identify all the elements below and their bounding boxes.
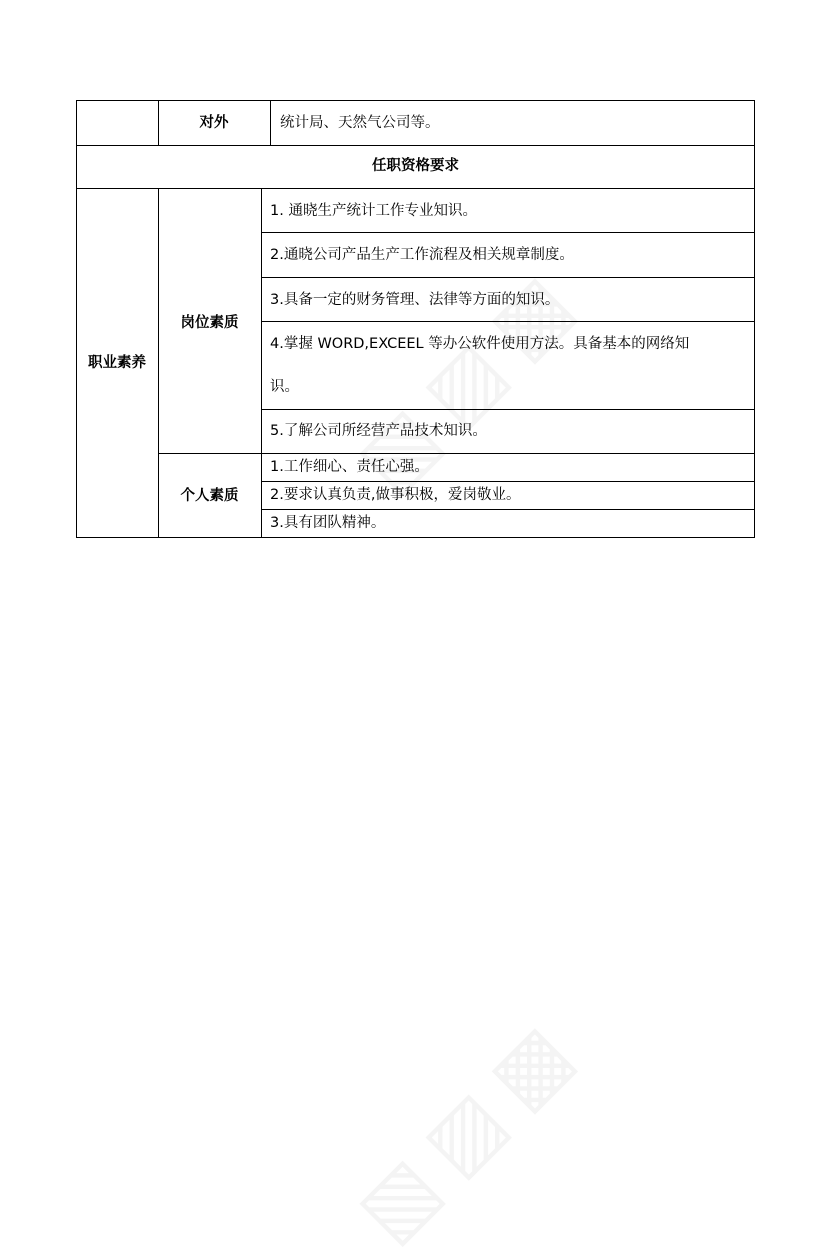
table-row-divider [261, 277, 755, 278]
table-row-divider [261, 232, 755, 233]
table-row-divider [158, 453, 755, 454]
external-label: 对外 [199, 115, 229, 131]
list-item: 1. 通晓生产统计工作专业知识。 [270, 203, 477, 219]
category-label: 职业素养 [88, 355, 146, 371]
list-item: 3.具有团队精神。 [270, 515, 386, 531]
section-header: 任职资格要求 [372, 158, 459, 174]
job-quality-label: 岗位素质 [180, 315, 239, 331]
list-item: 识。 [270, 379, 299, 395]
table-border-top [76, 100, 755, 101]
table-row-divider [261, 481, 755, 482]
table-row-divider [76, 188, 755, 189]
table-col-divider [261, 188, 262, 538]
table-border-bottom [76, 537, 755, 538]
personal-quality-label: 个人素质 [180, 488, 239, 504]
list-item: 5.了解公司所经营产品技术知识。 [270, 423, 487, 439]
table-row-divider [261, 321, 755, 322]
table-row-divider [261, 409, 755, 410]
list-item: 1.工作细心、责任心强。 [270, 459, 429, 475]
external-value: 统计局、天然气公司等。 [280, 115, 440, 131]
list-item: 2.通晓公司产品生产工作流程及相关规章制度。 [270, 247, 574, 263]
table-col-divider [270, 100, 271, 145]
table-row-divider [76, 145, 755, 146]
list-item: 4.掌握 WORD,EXCEEL 等办公软件使用方法。具备基本的网络知 [270, 336, 690, 352]
list-item: 2.要求认真负责,做事积极，爱岗敬业。 [270, 487, 521, 503]
list-item: 3.具备一定的财务管理、法律等方面的知识。 [270, 292, 560, 308]
table-row-divider [261, 509, 755, 510]
watermark [338, 994, 602, 1258]
